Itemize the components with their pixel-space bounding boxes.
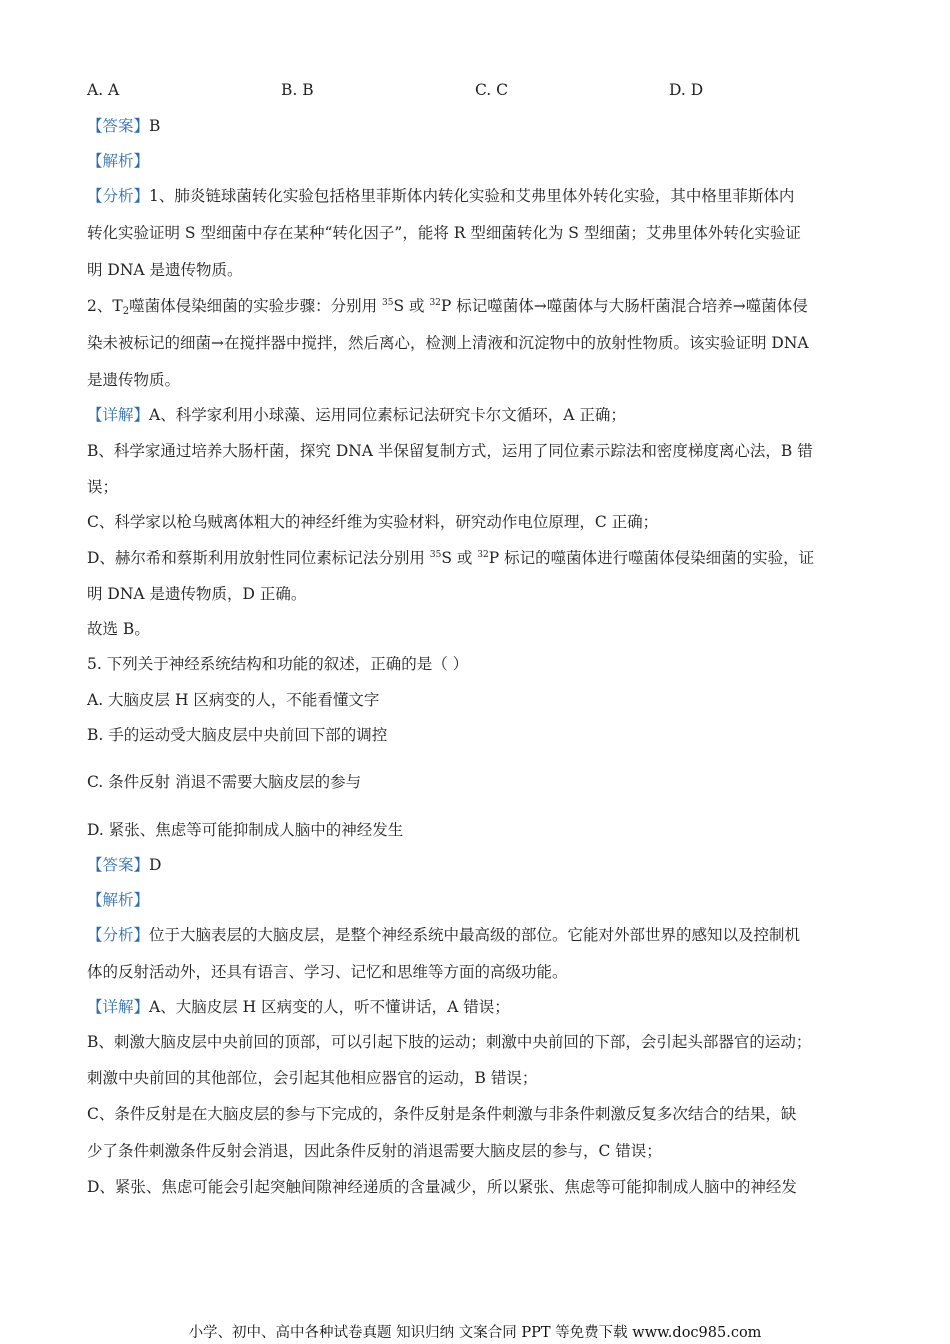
fenxi-text: 位于大脑表层的大脑皮层，是整个神经系统中最高级的部位。它能对外部世界的感知以及控制机 bbox=[149, 926, 801, 944]
q5-xiangjie-d-1: D、紧张、焦虑可能会引起突触间隙神经递质的含量减少，所以紧张、焦虑等可能抑制成人脑中的神经发 bbox=[87, 1178, 797, 1196]
q4-analysis-tag: 【解析】 bbox=[87, 152, 150, 170]
q5-analysis-tag: 【解析】 bbox=[87, 891, 150, 909]
superscript: 35 bbox=[429, 550, 442, 560]
text-seg: D、赫尔希和蔡斯利用放射性同位素标记法分别用 bbox=[87, 549, 430, 567]
answer-tag: 【答案】 bbox=[87, 856, 150, 874]
fenxi-tag: 【分析】 bbox=[87, 926, 150, 944]
q4-conclusion: 故选 B。 bbox=[87, 620, 150, 638]
superscript: 35 bbox=[382, 298, 394, 308]
superscript: 32 bbox=[429, 298, 441, 308]
fenxi-tag: 【分析】 bbox=[87, 187, 150, 205]
q4-option-d: D. D bbox=[669, 81, 704, 99]
q5-xiangjie-b-1: B、刺激大脑皮层中央前回的顶部，可以引起下肢的运动；刺激中央前回的下部，会引起头部器官的运动； bbox=[87, 1033, 812, 1051]
q5-fenxi-line-1 bbox=[87, 925, 800, 945]
q4-fenxi-line-3: 明 DNA 是遗传物质。 bbox=[87, 261, 243, 279]
q4-option-c: C. C bbox=[475, 81, 509, 99]
q5-xiangjie-b-2: 刺激中央前回的其他部位，会引起其他相应器官的运动，B 错误； bbox=[87, 1069, 538, 1087]
text-seg: S 或 bbox=[441, 549, 478, 567]
page-footer: 小学、初中、高中各种试卷真题 知识归纳 文案合同 PPT 等免费下载 www.doc985.com bbox=[188, 1325, 762, 1341]
q4-option-b: B. B bbox=[281, 81, 314, 99]
q5-xiangjie-a bbox=[87, 997, 510, 1017]
text-seg: 2、T bbox=[87, 297, 123, 315]
xiangjie-text: A、科学家利用小球藻、运用同位素标记法研究卡尔文循环，A 正确； bbox=[149, 406, 626, 424]
q4-xiangjie-d-1 bbox=[87, 548, 814, 568]
q4-xiangjie-c: C、科学家以枪乌贼离体粗大的神经纤维为实验材料，研究动作电位原理，C 正确； bbox=[87, 513, 659, 531]
xiangjie-tag: 【详解】 bbox=[87, 998, 150, 1016]
q5-option-c: C. 条件反射 消退不需要大脑皮层的参与 bbox=[87, 773, 362, 791]
fenxi-text: 1、肺炎链球菌转化实验包括格里菲斯体内转化实验和艾弗里体外转化实验，其中格里菲斯体内 bbox=[149, 187, 795, 205]
q4-fenxi-line-1 bbox=[87, 186, 794, 206]
text-seg: P 标记的噬菌体进行噬菌体侵染细菌的实验，证 bbox=[488, 549, 815, 567]
q4-fenxi-line-2: 转化实验证明 S 型细菌中存在某种“转化因子”，能将 R 型细菌转化为 S 型细菌；艾弗里体外转化实验证 bbox=[87, 224, 801, 242]
q4-fenxi-line-6: 是遗传物质。 bbox=[87, 371, 181, 389]
xiangjie-text: A、大脑皮层 H 区病变的人，听不懂讲话，A 错误； bbox=[149, 998, 510, 1016]
q4-fenxi-line-5: 染未被标记的细菌→在搅拌器中搅拌，然后离心，检测上清液和沉淀物中的放射性物质。该实验证明 DNA bbox=[87, 334, 809, 352]
text-seg: S 或 bbox=[393, 297, 430, 315]
xiangjie-tag: 【详解】 bbox=[87, 406, 150, 424]
q4-xiangjie-b-2: 误； bbox=[87, 478, 119, 496]
answer-tag: 【答案】 bbox=[87, 117, 150, 135]
q5-option-a: A. 大脑皮层 H 区病变的人，不能看懂文字 bbox=[87, 691, 380, 709]
answer-value: B bbox=[149, 117, 161, 135]
q5-answer bbox=[87, 855, 161, 875]
superscript: 32 bbox=[477, 550, 489, 560]
q5-option-d: D. 紧张、焦虑等可能抑制成人脑中的神经发生 bbox=[87, 821, 404, 839]
q4-fenxi-line-4 bbox=[87, 296, 808, 316]
q5-stem: 5. 下列关于神经系统结构和功能的叙述，正确的是（ ） bbox=[87, 655, 469, 673]
q4-xiangjie-a bbox=[87, 405, 626, 425]
q5-xiangjie-c-2: 少了条件刺激条件反射会消退，因此条件反射的消退需要大脑皮层的参与，C 错误； bbox=[87, 1142, 662, 1160]
q5-fenxi-line-2: 体的反射活动外，还具有语言、学习、记忆和思维等方面的高级功能。 bbox=[87, 963, 568, 981]
q4-xiangjie-b-1: B、科学家通过培养大肠杆菌，探究 DNA 半保留复制方式，运用了同位素示踪法和密度梯度离心法，B 错 bbox=[87, 442, 813, 460]
q5-xiangjie-c-1: C、条件反射是在大脑皮层的参与下完成的，条件反射是条件刺激与非条件刺激反复多次结合的结果，缺 bbox=[87, 1105, 797, 1123]
q4-answer bbox=[87, 116, 160, 136]
subscript: 2 bbox=[122, 306, 130, 317]
q4-option-a: A. A bbox=[87, 81, 120, 99]
text-seg: 噬菌体侵染细菌的实验步骤：分别用 bbox=[129, 297, 383, 315]
answer-value: D bbox=[149, 856, 162, 874]
text-seg: P 标记噬菌体→噬菌体与大肠杆菌混合培养→噬菌体侵 bbox=[440, 297, 808, 315]
q5-option-b: B. 手的运动受大脑皮层中央前回下部的调控 bbox=[87, 726, 388, 744]
q4-xiangjie-d-2: 明 DNA 是遗传物质，D 正确。 bbox=[87, 585, 307, 603]
